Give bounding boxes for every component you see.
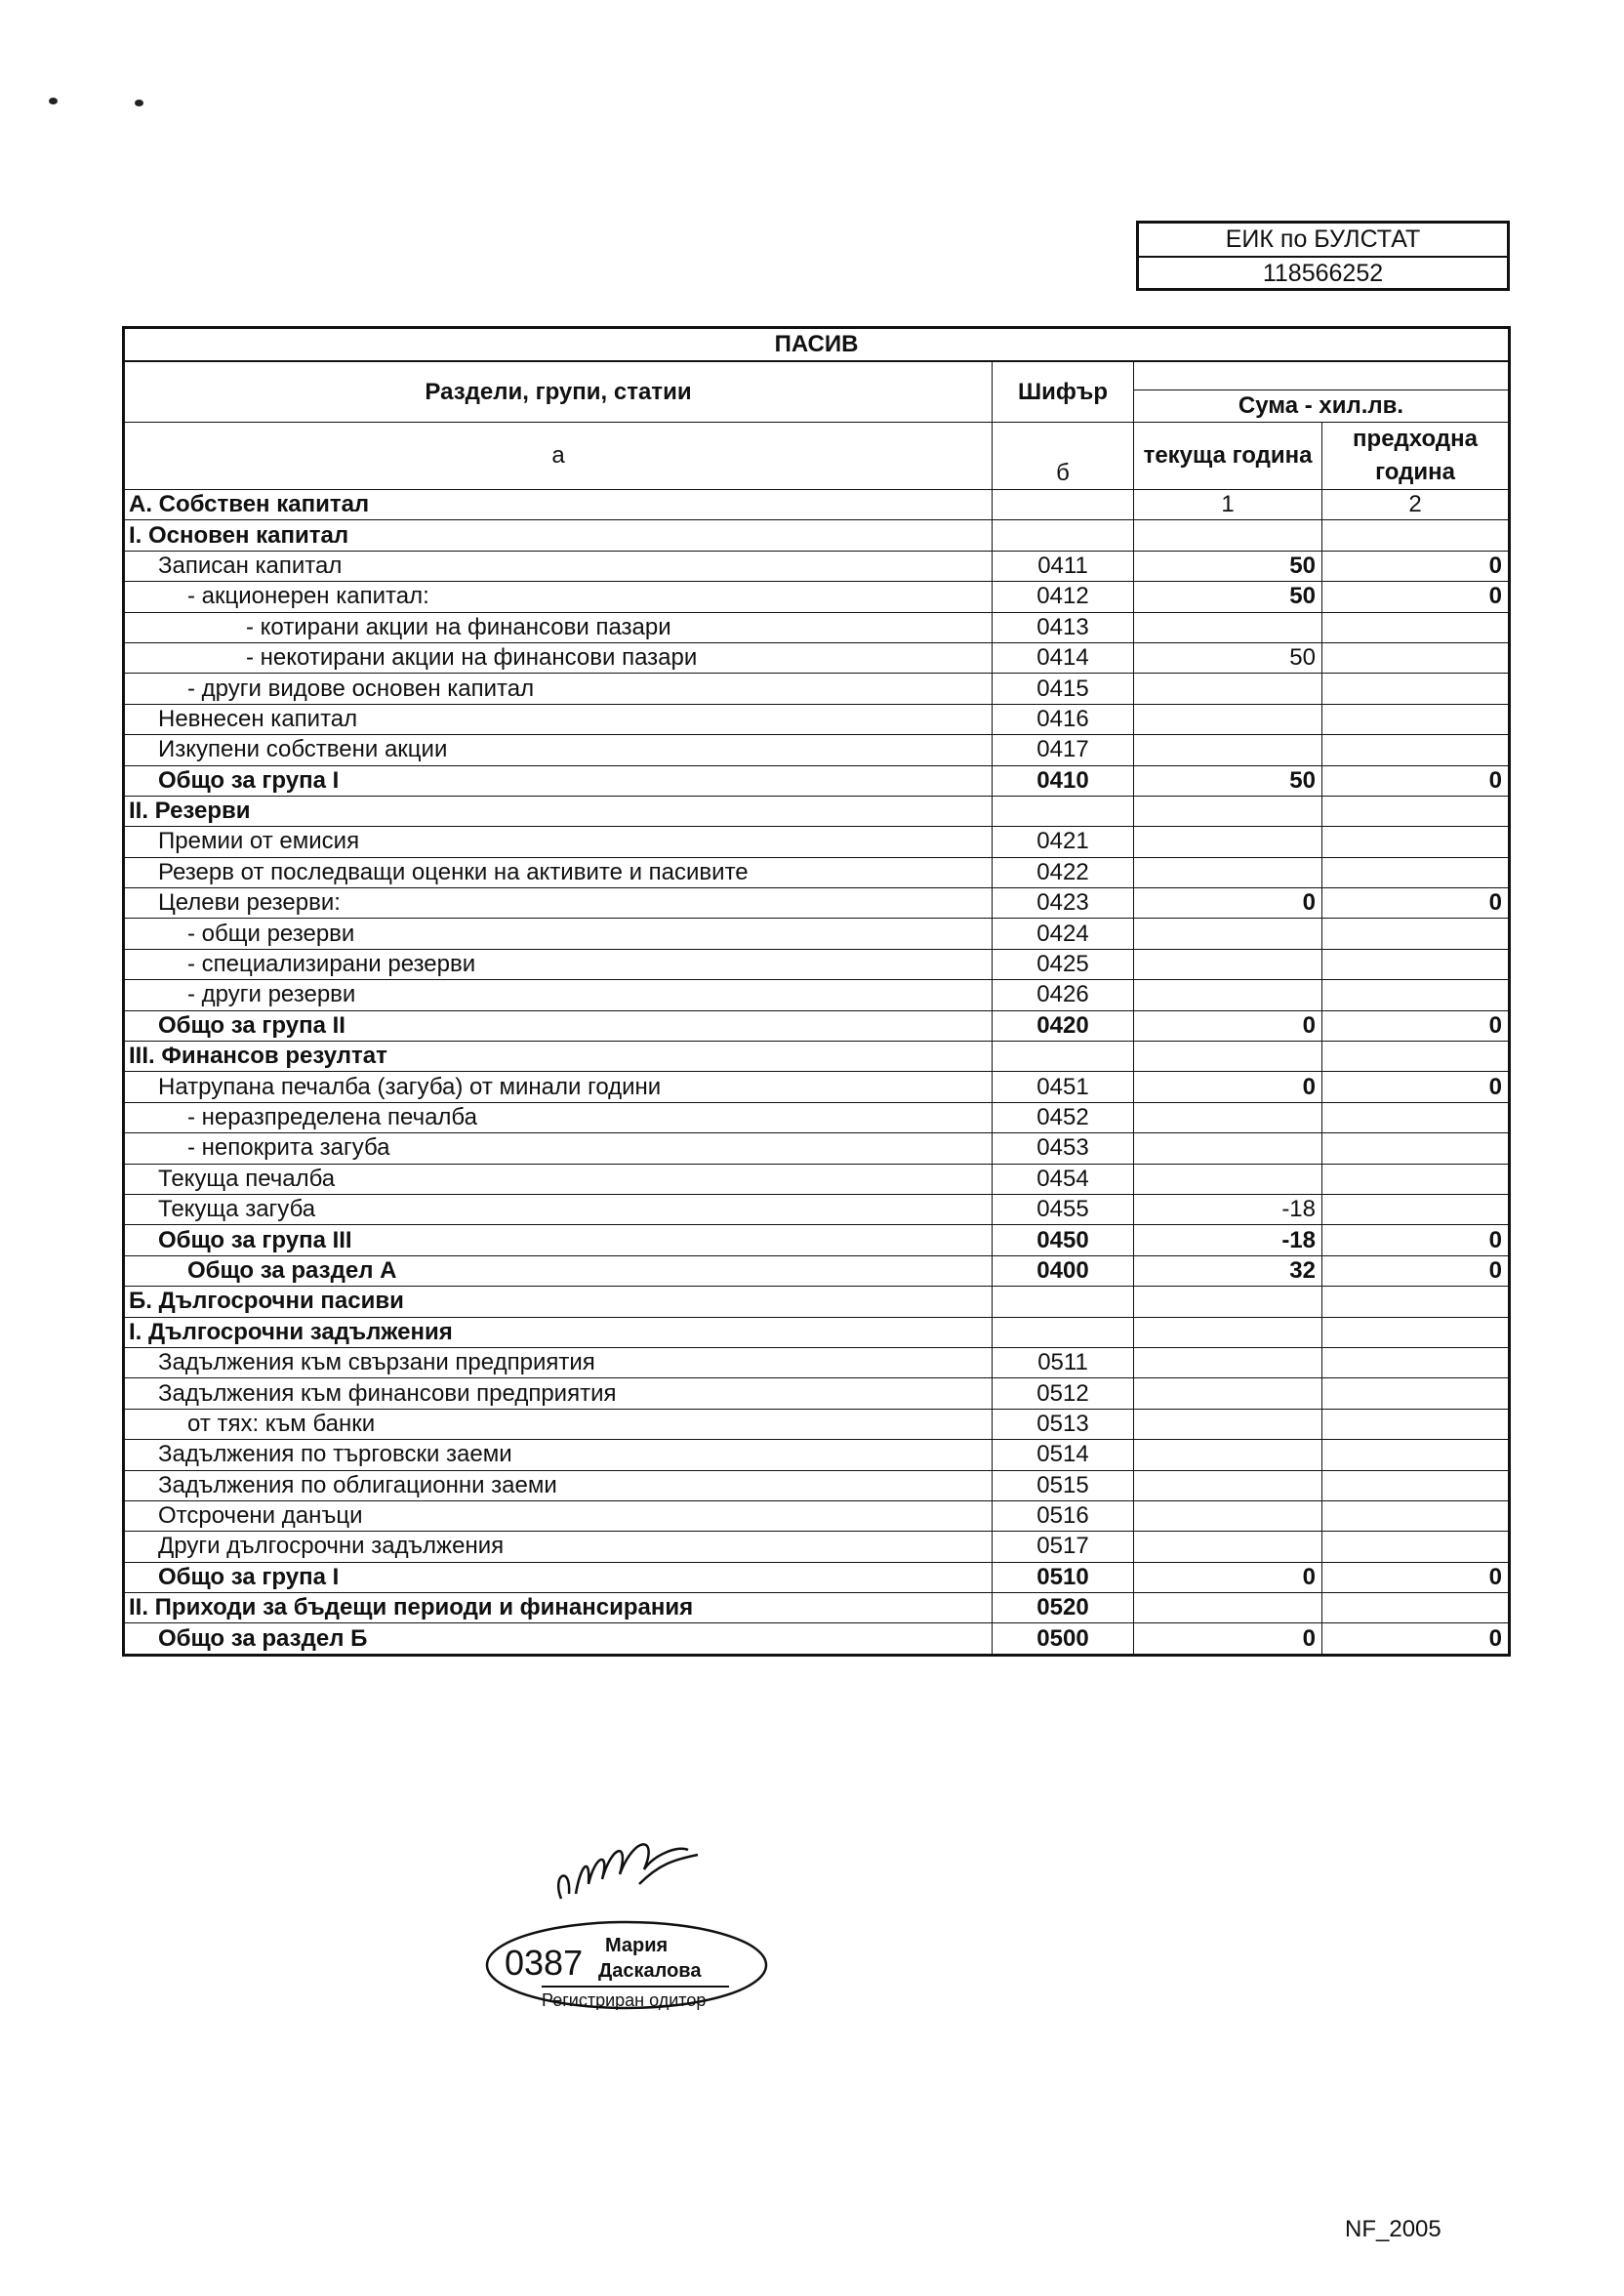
table-row	[124, 857, 1510, 887]
row-current-year: 50	[1134, 582, 1322, 612]
row-label: - специализирани резерви	[124, 949, 993, 979]
row-previous-year: 0	[1322, 582, 1510, 612]
row-current-year	[1134, 674, 1322, 704]
row-label: I. Дългосрочни задължения	[124, 1317, 993, 1347]
row-code: 0424	[993, 919, 1134, 949]
signature	[542, 1825, 737, 1913]
table-row	[124, 1072, 1510, 1102]
row-label: II. Приходи за бъдещи периоди и финансирания	[124, 1593, 993, 1623]
table-row	[124, 796, 1510, 826]
row-current-year: 0	[1134, 1072, 1322, 1102]
table-row	[124, 1133, 1510, 1164]
row-current-year	[1134, 1532, 1322, 1562]
table-row	[124, 1102, 1510, 1132]
row-code: 0410	[993, 765, 1134, 796]
svg-text:0387: 0387	[505, 1943, 584, 1983]
row-code: 0422	[993, 857, 1134, 887]
table-row	[124, 1347, 1510, 1377]
row-current-year	[1134, 857, 1322, 887]
row-label: Премии от емисия	[124, 827, 993, 857]
row-label: Б. Дългосрочни пасиви	[124, 1287, 993, 1317]
row-label: Текуща печалба	[124, 1164, 993, 1194]
row-code: 0500	[993, 1623, 1134, 1655]
row-previous-year	[1322, 1194, 1510, 1224]
svg-text:Регистриран одитор: Регистриран одитор	[542, 1990, 707, 2010]
section-a-title: А. Собствен капитал	[124, 490, 993, 520]
row-label: II. Резерви	[124, 796, 993, 826]
table-row	[124, 1287, 1510, 1317]
table-row	[124, 888, 1510, 919]
table-row	[124, 612, 1510, 642]
table-row	[124, 1378, 1510, 1409]
row-current-year: 0	[1134, 1623, 1322, 1655]
table-row	[124, 704, 1510, 734]
document-code: NF_2005	[1345, 2216, 1441, 2242]
row-current-year	[1134, 1133, 1322, 1164]
row-previous-year: 0	[1322, 1623, 1510, 1655]
col-a-label: а	[124, 423, 993, 490]
row-current-year	[1134, 1500, 1322, 1531]
code-header: Шифър	[993, 361, 1134, 423]
table-row	[124, 919, 1510, 949]
row-current-year	[1134, 612, 1322, 642]
col-2-label: 2	[1322, 490, 1510, 520]
table-row	[124, 551, 1510, 581]
row-previous-year	[1322, 919, 1510, 949]
table-row	[124, 765, 1510, 796]
row-current-year	[1134, 1287, 1322, 1317]
row-previous-year	[1322, 827, 1510, 857]
row-code	[993, 796, 1134, 826]
row-current-year	[1134, 1042, 1322, 1072]
row-label: Общо за раздел А	[124, 1255, 993, 1286]
row-label: Други дългосрочни задължения	[124, 1532, 993, 1562]
row-previous-year	[1322, 1133, 1510, 1164]
row-previous-year	[1322, 1409, 1510, 1439]
row-code: 0412	[993, 582, 1134, 612]
row-label: - други резерви	[124, 980, 993, 1010]
row-code: 0454	[993, 1164, 1134, 1194]
table-row	[124, 1194, 1510, 1224]
table-row	[124, 1532, 1510, 1562]
row-label: Записан капитал	[124, 551, 993, 581]
row-previous-year	[1322, 612, 1510, 642]
row-label: Задължения към финансови предприятия	[124, 1378, 993, 1409]
liabilities-table	[122, 326, 1511, 1657]
row-label: Общо за група I	[124, 1562, 993, 1592]
row-code: 0414	[993, 642, 1134, 673]
row-previous-year: 0	[1322, 1010, 1510, 1041]
row-current-year	[1134, 1378, 1322, 1409]
table-row	[124, 827, 1510, 857]
amount-header-spacer	[1134, 361, 1510, 390]
row-previous-year	[1322, 1593, 1510, 1623]
row-code: 0413	[993, 612, 1134, 642]
row-current-year	[1134, 796, 1322, 826]
row-current-year	[1134, 827, 1322, 857]
row-previous-year: 0	[1322, 1562, 1510, 1592]
table-row	[124, 1042, 1510, 1072]
table-row	[124, 642, 1510, 673]
row-current-year	[1134, 1164, 1322, 1194]
table-row	[124, 674, 1510, 704]
row-label: - неразпределена печалба	[124, 1102, 993, 1132]
table-row	[124, 949, 1510, 979]
row-previous-year: 0	[1322, 1072, 1510, 1102]
row-label: Общо за раздел Б	[124, 1623, 993, 1655]
scan-speck	[135, 100, 143, 106]
row-code: 0514	[993, 1440, 1134, 1470]
row-code: 0426	[993, 980, 1134, 1010]
scan-speck	[49, 98, 58, 104]
row-previous-year	[1322, 642, 1510, 673]
row-current-year	[1134, 1470, 1322, 1500]
row-previous-year	[1322, 1317, 1510, 1347]
col-1-label: 1	[1134, 490, 1322, 520]
row-current-year: 50	[1134, 551, 1322, 581]
row-label: Резерв от последващи оценки на активите и пасивите	[124, 857, 993, 887]
empty-cell	[993, 490, 1134, 520]
row-code	[993, 520, 1134, 551]
table-row	[124, 1623, 1510, 1655]
row-current-year	[1134, 980, 1322, 1010]
row-current-year	[1134, 1440, 1322, 1470]
row-previous-year	[1322, 735, 1510, 765]
row-current-year: 32	[1134, 1255, 1322, 1286]
row-code: 0510	[993, 1562, 1134, 1592]
current-year-header: текуща година	[1134, 423, 1322, 490]
row-previous-year: 0	[1322, 765, 1510, 796]
row-current-year: -18	[1134, 1225, 1322, 1255]
row-label: - непокрита загуба	[124, 1133, 993, 1164]
row-previous-year: 0	[1322, 1225, 1510, 1255]
svg-text:Даскалова: Даскалова	[598, 1960, 702, 1982]
amount-header: Сума - хил.лв.	[1134, 390, 1510, 423]
row-code: 0415	[993, 674, 1134, 704]
row-previous-year: 0	[1322, 551, 1510, 581]
row-current-year	[1134, 1317, 1322, 1347]
table-row	[124, 1409, 1510, 1439]
row-label: Общо за група II	[124, 1010, 993, 1041]
row-code: 0421	[993, 827, 1134, 857]
row-code: 0425	[993, 949, 1134, 979]
table-row	[124, 582, 1510, 612]
row-label: Задължения по търговски заеми	[124, 1440, 993, 1470]
table-row	[124, 1317, 1510, 1347]
table-row	[124, 1255, 1510, 1286]
row-previous-year	[1322, 1532, 1510, 1562]
row-current-year: 0	[1134, 888, 1322, 919]
row-label: Изкупени собствени акции	[124, 735, 993, 765]
table-row	[124, 1164, 1510, 1194]
row-label: от тях: към банки	[124, 1409, 993, 1439]
table-row	[124, 980, 1510, 1010]
row-previous-year: 0	[1322, 1255, 1510, 1286]
previous-year-header: предходна година	[1322, 423, 1510, 490]
row-previous-year	[1322, 1102, 1510, 1132]
table-row	[124, 1440, 1510, 1470]
row-label: Общо за група I	[124, 765, 993, 796]
table-row	[124, 1225, 1510, 1255]
row-current-year	[1134, 1593, 1322, 1623]
row-label: Задължения към свързани предприятия	[124, 1347, 993, 1377]
row-label: - други видове основен капитал	[124, 674, 993, 704]
row-code: 0512	[993, 1378, 1134, 1409]
row-code: 0452	[993, 1102, 1134, 1132]
table-row	[124, 735, 1510, 765]
bulstat-value: 118566252	[1262, 260, 1384, 287]
table-row	[124, 520, 1510, 551]
row-previous-year	[1322, 980, 1510, 1010]
row-code: 0516	[993, 1500, 1134, 1531]
row-previous-year	[1322, 796, 1510, 826]
row-label: Отсрочени данъци	[124, 1500, 993, 1531]
row-previous-year: 0	[1322, 888, 1510, 919]
row-code: 0513	[993, 1409, 1134, 1439]
row-current-year: -18	[1134, 1194, 1322, 1224]
row-current-year	[1134, 919, 1322, 949]
row-previous-year	[1322, 1500, 1510, 1531]
row-code	[993, 1042, 1134, 1072]
row-current-year: 0	[1134, 1010, 1322, 1041]
row-current-year	[1134, 1347, 1322, 1377]
row-previous-year	[1322, 857, 1510, 887]
row-label: Невнесен капитал	[124, 704, 993, 734]
row-current-year	[1134, 735, 1322, 765]
row-previous-year	[1322, 1378, 1510, 1409]
row-code: 0511	[993, 1347, 1134, 1377]
row-code: 0420	[993, 1010, 1134, 1041]
bulstat-label: ЕИК по БУЛСТАТ	[1139, 224, 1507, 258]
row-code	[993, 1317, 1134, 1347]
row-previous-year	[1322, 520, 1510, 551]
row-label: Задължения по облигационни заеми	[124, 1470, 993, 1500]
row-label: - общи резерви	[124, 919, 993, 949]
row-code: 0417	[993, 735, 1134, 765]
table-row	[124, 1500, 1510, 1531]
row-previous-year	[1322, 949, 1510, 979]
row-current-year: 50	[1134, 642, 1322, 673]
row-current-year	[1134, 704, 1322, 734]
row-current-year: 0	[1134, 1562, 1322, 1592]
row-label: Целеви резерви:	[124, 888, 993, 919]
row-label: III. Финансов резултат	[124, 1042, 993, 1072]
row-previous-year	[1322, 1347, 1510, 1377]
row-previous-year	[1322, 1470, 1510, 1500]
row-code: 0423	[993, 888, 1134, 919]
row-label: Общо за група III	[124, 1225, 993, 1255]
table-title: ПАСИВ	[124, 328, 1510, 362]
auditor-stamp	[483, 1918, 771, 2016]
row-label: - котирани акции на финансови пазари	[124, 612, 993, 642]
table-row	[124, 1010, 1510, 1041]
row-previous-year	[1322, 1440, 1510, 1470]
row-current-year	[1134, 1102, 1322, 1132]
table-row	[124, 1593, 1510, 1623]
row-code: 0451	[993, 1072, 1134, 1102]
row-code: 0520	[993, 1593, 1134, 1623]
row-code: 0411	[993, 551, 1134, 581]
row-code: 0416	[993, 704, 1134, 734]
col-b-label: б	[993, 423, 1134, 490]
row-previous-year	[1322, 704, 1510, 734]
row-code: 0450	[993, 1225, 1134, 1255]
row-previous-year	[1322, 1042, 1510, 1072]
row-label: - некотирани акции на финансови пазари	[124, 642, 993, 673]
row-label: Текуща загуба	[124, 1194, 993, 1224]
table-row	[124, 1562, 1510, 1592]
row-current-year	[1134, 1409, 1322, 1439]
row-code	[993, 1287, 1134, 1317]
row-label: I. Основен капитал	[124, 520, 993, 551]
row-code: 0515	[993, 1470, 1134, 1500]
row-code: 0453	[993, 1133, 1134, 1164]
row-current-year	[1134, 949, 1322, 979]
row-previous-year	[1322, 674, 1510, 704]
bulstat-box	[1136, 221, 1510, 291]
row-current-year	[1134, 520, 1322, 551]
row-previous-year	[1322, 1164, 1510, 1194]
row-code: 0455	[993, 1194, 1134, 1224]
row-current-year: 50	[1134, 765, 1322, 796]
row-label: Натрупана печалба (загуба) от минали години	[124, 1072, 993, 1102]
row-code: 0400	[993, 1255, 1134, 1286]
svg-text:Мария: Мария	[605, 1935, 669, 1956]
row-previous-year	[1322, 1287, 1510, 1317]
row-code: 0517	[993, 1532, 1134, 1562]
row-label: - акционерен капитал:	[124, 582, 993, 612]
sections-header: Раздели, групи, статии	[124, 361, 993, 423]
table-row	[124, 1470, 1510, 1500]
